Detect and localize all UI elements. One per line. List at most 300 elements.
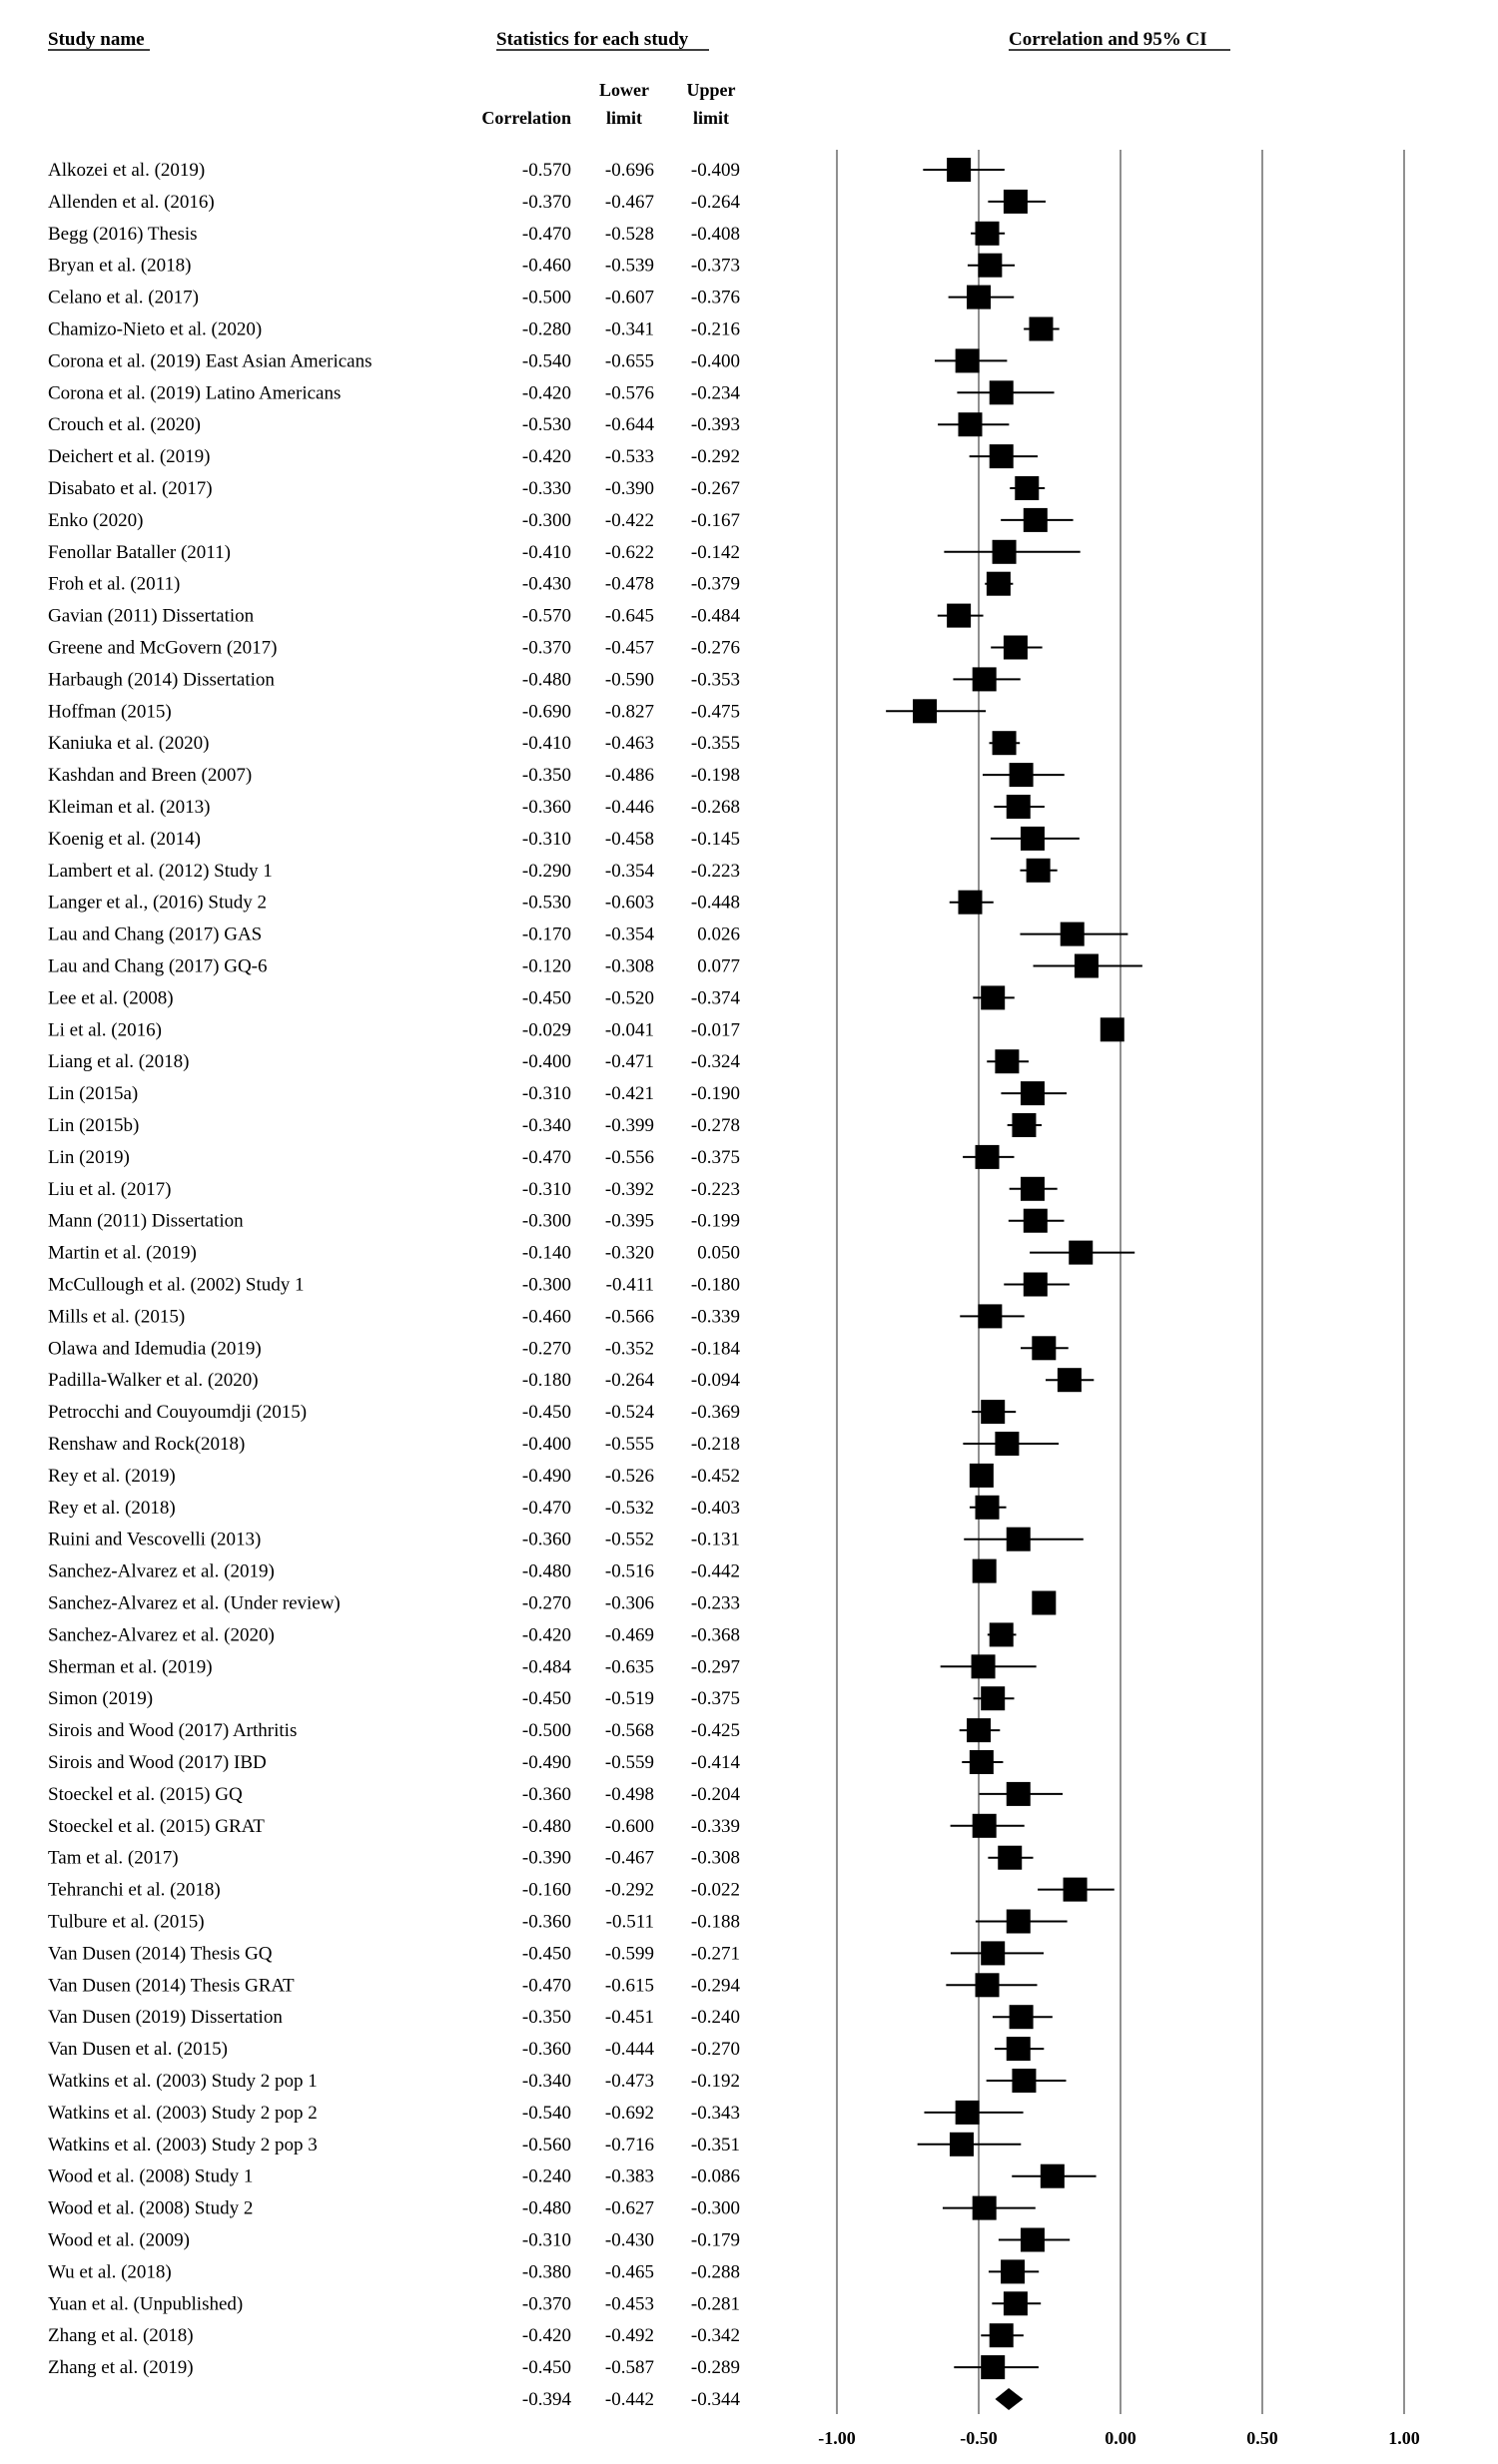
upper-limit-value: -0.351 <box>690 2134 740 2156</box>
lower-limit-value: -0.354 <box>604 924 654 945</box>
study-name-header: Study name <box>48 29 145 50</box>
study-name: Hoffman (2015) <box>48 701 172 723</box>
study-name: Van Dusen (2014) Thesis GRAT <box>48 1975 295 1997</box>
correlation-value: -0.450 <box>521 1943 571 1965</box>
study-name: Harbaugh (2014) Dissertation <box>48 669 275 691</box>
effect-marker <box>1041 2164 1065 2188</box>
correlation-value: -0.310 <box>521 2229 571 2251</box>
study-row-13 <box>48 572 1013 596</box>
upper-limit-value: -0.190 <box>690 1083 740 1105</box>
lower-limit-value: -0.422 <box>604 509 654 531</box>
upper-limit-value: -0.188 <box>690 1911 740 1933</box>
correlation-value: -0.330 <box>521 478 571 499</box>
upper-limit-value: -0.218 <box>690 1434 740 1455</box>
correlation-value: -0.350 <box>521 2007 571 2029</box>
correlation-value: -0.270 <box>521 1338 571 1360</box>
study-name: Van Dusen et al. (2015) <box>48 2039 228 2061</box>
study-row-7 <box>48 380 1055 404</box>
study-name: Froh et al. (2011) <box>48 573 181 595</box>
lower-limit-value: -0.430 <box>604 2229 654 2251</box>
study-name: Van Dusen (2014) Thesis GQ <box>48 1943 273 1965</box>
lower-limit-value: -0.395 <box>604 1210 654 1232</box>
lower-limit-value: -0.526 <box>604 1465 654 1487</box>
study-row-30 <box>48 1113 1042 1137</box>
upper-limit-value: -0.270 <box>690 2039 740 2061</box>
effect-marker <box>981 2355 1005 2379</box>
lower-limit-value: -0.528 <box>604 223 654 245</box>
x-tick-label: 1.00 <box>1388 2428 1420 2448</box>
upper-limit-value: -0.414 <box>690 1752 740 1773</box>
upper-limit-value: -0.409 <box>690 160 740 181</box>
study-name: Sanchez-Alvarez et al. (Under review) <box>48 1592 341 1614</box>
study-row-53 <box>48 1846 1034 1870</box>
effect-marker <box>1004 190 1028 214</box>
upper-limit-value: -0.297 <box>690 1656 740 1678</box>
correlation-value: -0.310 <box>521 1178 571 1200</box>
upper-limit-value: -0.267 <box>690 478 740 499</box>
summary-lower-limit: -0.442 <box>604 2389 654 2410</box>
correlation-value: -0.300 <box>521 1210 571 1232</box>
lower-limit-value: -0.511 <box>605 1911 654 1933</box>
correlation-value: -0.480 <box>521 669 571 691</box>
study-row-55 <box>48 1910 1068 1934</box>
study-row-47 <box>48 1654 1037 1678</box>
study-row-37 <box>48 1336 1069 1360</box>
study-row-11 <box>48 508 1074 532</box>
upper-limit-value: -0.199 <box>690 1210 740 1232</box>
correlation-value: -0.240 <box>521 2165 571 2187</box>
study-row-38 <box>48 1368 1094 1392</box>
study-name: Renshaw and Rock(2018) <box>48 1434 246 1455</box>
correlation-value: -0.360 <box>521 2039 571 2061</box>
effect-marker <box>1027 859 1051 883</box>
lower-limit-value: -0.559 <box>604 1752 654 1773</box>
study-name: McCullough et al. (2002) Study 1 <box>48 1274 305 1296</box>
lower-limit-value: -0.411 <box>605 1274 654 1296</box>
upper-limit-value: -0.180 <box>690 1274 740 1296</box>
study-row-63 <box>48 2164 1097 2188</box>
lower-limit-value: -0.615 <box>604 1975 654 1997</box>
upper-limit-value: -0.379 <box>690 573 740 595</box>
correlation-value: -0.370 <box>521 2293 571 2315</box>
lower-limit-value: -0.041 <box>604 1019 654 1041</box>
correlation-value: -0.480 <box>521 1560 571 1582</box>
correlation-value: -0.300 <box>521 509 571 531</box>
study-name: Kashdan and Breen (2007) <box>48 765 253 787</box>
correlation-value: -0.310 <box>521 1083 571 1105</box>
upper-limit-value: -0.240 <box>690 2007 740 2029</box>
study-row-14 <box>48 604 984 628</box>
correlation-value: -0.420 <box>521 382 571 404</box>
upper-limit-value: -0.308 <box>690 1847 740 1869</box>
correlation-value: -0.400 <box>521 1434 571 1455</box>
effect-marker <box>1069 1241 1093 1265</box>
correlation-value: -0.420 <box>521 2325 571 2347</box>
study-name: Sanchez-Alvarez et al. (2020) <box>48 1624 275 1646</box>
study-row-20 <box>48 795 1045 819</box>
study-row-4 <box>48 286 1014 309</box>
correlation-value: -0.120 <box>521 955 571 977</box>
effect-marker <box>976 1496 1000 1520</box>
upper-limit-value: -0.368 <box>690 1624 740 1646</box>
study-row-60 <box>48 2069 1066 2093</box>
x-tick-label: -0.50 <box>960 2428 998 2448</box>
study-name: Padilla-Walker et al. (2020) <box>48 1370 259 1392</box>
study-row-69 <box>48 2355 1039 2379</box>
correlation-value: -0.460 <box>521 1306 571 1328</box>
upper-limit-value: -0.167 <box>690 509 740 531</box>
lower-limit-value: -0.607 <box>604 287 654 308</box>
effect-marker <box>1007 1782 1031 1806</box>
correlation-value: -0.380 <box>521 2261 571 2283</box>
study-name: Corona et al. (2019) East Asian Americans <box>48 350 373 372</box>
study-name: Petrocchi and Couyoumdji (2015) <box>48 1402 308 1424</box>
study-name: Sirois and Wood (2017) IBD <box>48 1752 267 1773</box>
correlation-value: -0.360 <box>521 797 571 818</box>
correlation-value: -0.340 <box>521 1115 571 1136</box>
lower-limit-value: -0.399 <box>604 1115 654 1136</box>
effect-marker <box>978 1304 1002 1328</box>
study-row-10 <box>48 476 1045 500</box>
study-row-6 <box>48 348 1007 372</box>
correlation-value: -0.420 <box>521 446 571 468</box>
effect-marker <box>972 1654 996 1678</box>
upper-limit-value: -0.375 <box>690 1688 740 1710</box>
study-name: Lee et al. (2008) <box>48 987 174 1009</box>
correlation-value: -0.470 <box>521 223 571 245</box>
effect-marker <box>981 1400 1005 1424</box>
upper-limit-value: -0.131 <box>690 1529 740 1550</box>
summary-correlation: -0.394 <box>521 2389 571 2410</box>
study-name: Greene and McGovern (2017) <box>48 637 278 659</box>
effect-marker <box>990 380 1014 404</box>
correlation-value: -0.140 <box>521 1242 571 1264</box>
study-row-3 <box>48 254 1015 278</box>
upper-limit-value: -0.374 <box>690 987 740 1009</box>
lower-limit-value: -0.627 <box>604 2197 654 2219</box>
upper-limit-value: 0.026 <box>697 924 740 945</box>
study-row-43 <box>48 1528 1084 1551</box>
effect-marker <box>990 444 1014 468</box>
study-row-66 <box>48 2259 1039 2283</box>
correlation-value: -0.370 <box>521 637 571 659</box>
lower-limit-value: -0.264 <box>604 1370 654 1392</box>
effect-marker <box>976 1145 1000 1169</box>
correlation-value: -0.400 <box>521 1051 571 1073</box>
study-name: Begg (2016) Thesis <box>48 223 198 245</box>
lower-limit-value: -0.390 <box>604 478 654 499</box>
correlation-value: -0.490 <box>521 1752 571 1773</box>
study-name: Corona et al. (2019) Latino Americans <box>48 382 342 404</box>
study-row-40 <box>48 1432 1059 1456</box>
lower-limit-value: -0.498 <box>604 1783 654 1805</box>
effect-marker <box>947 158 971 182</box>
study-name: Yuan et al. (Unpublished) <box>48 2293 244 2315</box>
correlation-value: -0.410 <box>521 541 571 563</box>
upper-limit-value: -0.400 <box>690 350 740 372</box>
effect-marker <box>990 1622 1014 1646</box>
study-row-5 <box>48 317 1060 341</box>
upper-limit-value: -0.223 <box>690 860 740 882</box>
study-row-18 <box>48 731 1020 755</box>
correlation-value: -0.460 <box>521 255 571 277</box>
study-name: Rey et al. (2018) <box>48 1497 176 1519</box>
study-row-27 <box>48 1017 1124 1041</box>
effect-marker <box>993 540 1017 564</box>
effect-marker <box>1021 1081 1045 1105</box>
study-row-16 <box>48 667 1021 691</box>
effect-marker <box>1010 2005 1034 2029</box>
lower-limit-value: -0.486 <box>604 765 654 787</box>
effect-marker <box>993 731 1017 755</box>
upper-limit-value: -0.375 <box>690 1146 740 1168</box>
effect-marker <box>1024 508 1048 532</box>
effect-marker <box>973 667 997 691</box>
correlation-value: -0.350 <box>521 765 571 787</box>
study-name: Stoeckel et al. (2015) GRAT <box>48 1815 265 1837</box>
study-name: Deichert et al. (2019) <box>48 446 211 468</box>
lower-limit-value: -0.292 <box>604 1879 654 1901</box>
study-name: Lau and Chang (2017) GQ-6 <box>48 955 268 977</box>
correlation-value: -0.450 <box>521 1402 571 1424</box>
effect-marker <box>976 1973 1000 1997</box>
upper-limit-value: -0.408 <box>690 223 740 245</box>
upper-limit-value: -0.376 <box>690 287 740 308</box>
effect-marker <box>1032 1591 1056 1615</box>
correlation-value: -0.360 <box>521 1911 571 1933</box>
upper-limit-value: -0.198 <box>690 765 740 787</box>
study-name: Simon (2019) <box>48 1688 154 1710</box>
summary-row <box>522 2388 1023 2410</box>
study-row-58 <box>48 2005 1053 2029</box>
study-name: Kleiman et al. (2013) <box>48 797 211 818</box>
correlation-value: -0.484 <box>521 1656 571 1678</box>
correlation-value: -0.530 <box>521 414 571 436</box>
study-row-33 <box>48 1209 1064 1233</box>
effect-marker <box>987 572 1011 596</box>
upper-limit-value: -0.268 <box>690 797 740 818</box>
study-name: Tam et al. (2017) <box>48 1847 179 1869</box>
correlation-value: -0.450 <box>521 2357 571 2379</box>
upper-limit-value: -0.204 <box>690 1783 740 1805</box>
study-name: Lin (2015a) <box>48 1083 139 1105</box>
study-name: Chamizo-Nieto et al. (2020) <box>48 318 263 340</box>
study-row-26 <box>48 985 1015 1009</box>
correlation-value: -0.490 <box>521 1465 571 1487</box>
lower-limit-value: -0.383 <box>604 2165 654 2187</box>
effect-marker <box>1101 1017 1124 1041</box>
upper-limit-value: -0.216 <box>690 318 740 340</box>
effect-marker <box>1004 2291 1028 2315</box>
upper-limit-value: -0.234 <box>690 382 740 404</box>
effect-marker <box>956 348 980 372</box>
effect-marker <box>981 985 1005 1009</box>
lower-limit-value: -0.341 <box>604 318 654 340</box>
lower-limit-value: -0.533 <box>604 446 654 468</box>
study-row-54 <box>48 1878 1115 1902</box>
study-row-28 <box>48 1049 1029 1073</box>
effect-marker <box>1007 2037 1031 2061</box>
upper-limit-value: -0.264 <box>690 191 740 213</box>
lower-limit-value: -0.471 <box>604 1051 654 1073</box>
summary-upper-limit: -0.344 <box>690 2389 740 2410</box>
correlation-value: -0.480 <box>521 1815 571 1837</box>
upper-limit-value: -0.448 <box>690 892 740 914</box>
study-name: Martin et al. (2019) <box>48 1242 197 1264</box>
effect-marker <box>958 891 982 915</box>
lower-limit-value: -0.600 <box>604 1815 654 1837</box>
study-row-1 <box>48 190 1046 214</box>
upper-limit-value: -0.292 <box>690 446 740 468</box>
upper-limit-value: -0.281 <box>690 2293 740 2315</box>
upper-limit-value: -0.276 <box>690 637 740 659</box>
correlation-value: -0.160 <box>521 1879 571 1901</box>
study-name: Tulbure et al. (2015) <box>48 1911 205 1933</box>
study-name: Lin (2019) <box>48 1146 130 1168</box>
study-name: Alkozei et al. (2019) <box>48 160 206 181</box>
lower-limit-value: -0.568 <box>604 1720 654 1742</box>
lower-limit-value: -0.308 <box>604 955 654 977</box>
upper-limit-value: -0.086 <box>690 2165 740 2187</box>
study-name: Li et al. (2016) <box>48 1019 162 1041</box>
lower-header-line2: limit <box>606 108 642 128</box>
upper-limit-value: -0.452 <box>690 1465 740 1487</box>
study-row-17 <box>48 699 986 723</box>
upper-limit-value: -0.145 <box>690 828 740 850</box>
correlation-value: -0.029 <box>521 1019 571 1041</box>
study-row-68 <box>48 2323 1024 2347</box>
lower-limit-value: -0.692 <box>604 2102 654 2124</box>
study-name: Olawa and Idemudia (2019) <box>48 1338 262 1360</box>
study-name: Rey et al. (2019) <box>48 1465 176 1487</box>
study-row-21 <box>48 827 1080 851</box>
effect-marker <box>981 1686 1005 1710</box>
study-name: Tehranchi et al. (2018) <box>48 1879 221 1901</box>
lower-limit-value: -0.520 <box>604 987 654 1009</box>
upper-limit-value: -0.339 <box>690 1306 740 1328</box>
effect-marker <box>947 604 971 628</box>
study-name: Watkins et al. (2003) Study 2 pop 3 <box>48 2134 318 2156</box>
lower-limit-value: -0.655 <box>604 350 654 372</box>
study-row-41 <box>48 1464 994 1488</box>
correlation-value: -0.570 <box>521 160 571 181</box>
lower-limit-value: -0.478 <box>604 573 654 595</box>
effect-marker <box>913 699 937 723</box>
effect-marker <box>1021 827 1045 851</box>
effect-marker <box>995 1432 1019 1456</box>
correlation-value: -0.370 <box>521 191 571 213</box>
lower-limit-value: -0.696 <box>604 160 654 181</box>
study-row-52 <box>48 1814 1025 1838</box>
effect-marker <box>1029 317 1053 341</box>
study-row-57 <box>48 1973 1038 1997</box>
upper-limit-value: -0.369 <box>690 1402 740 1424</box>
upper-limit-value: -0.442 <box>690 1560 740 1582</box>
effect-marker <box>1004 636 1028 660</box>
study-name: Gavian (2011) Dissertation <box>48 605 255 627</box>
study-name: Stoeckel et al. (2015) GQ <box>48 1783 243 1805</box>
upper-limit-value: -0.342 <box>690 2325 740 2347</box>
study-name: Mann (2011) Dissertation <box>48 1210 244 1232</box>
lower-limit-value: -0.635 <box>604 1656 654 1678</box>
study-name: Mills et al. (2015) <box>48 1306 186 1328</box>
study-row-19 <box>48 763 1065 787</box>
correlation-value: -0.360 <box>521 1529 571 1550</box>
x-tick-label: 0.50 <box>1246 2428 1278 2448</box>
lower-limit-value: -0.469 <box>604 1624 654 1646</box>
correlation-value: -0.170 <box>521 924 571 945</box>
lower-limit-value: -0.622 <box>604 541 654 563</box>
study-row-22 <box>48 859 1058 883</box>
study-name: Watkins et al. (2003) Study 2 pop 1 <box>48 2071 318 2092</box>
study-row-12 <box>48 540 1081 564</box>
lower-limit-value: -0.467 <box>604 191 654 213</box>
header-group <box>48 29 1230 128</box>
summary-diamond <box>995 2388 1023 2410</box>
upper-limit-value: -0.278 <box>690 1115 740 1136</box>
correlation-value: -0.470 <box>521 1497 571 1519</box>
effect-marker <box>1032 1336 1056 1360</box>
study-name: Sanchez-Alvarez et al. (2019) <box>48 1560 275 1582</box>
effect-marker <box>981 1941 1005 1965</box>
study-row-31 <box>48 1145 1015 1169</box>
upper-limit-value: -0.324 <box>690 1051 740 1073</box>
lower-limit-value: -0.519 <box>604 1688 654 1710</box>
effect-marker <box>1058 1368 1082 1392</box>
correlation-value: -0.310 <box>521 828 571 850</box>
effect-marker <box>1015 476 1039 500</box>
lower-limit-value: -0.458 <box>604 828 654 850</box>
effect-marker <box>1075 954 1099 978</box>
effect-marker <box>1001 2259 1025 2283</box>
study-row-65 <box>48 2228 1070 2252</box>
study-name: Celano et al. (2017) <box>48 287 199 308</box>
upper-limit-value: -0.271 <box>690 1943 740 1965</box>
lower-limit-value: -0.392 <box>604 1178 654 1200</box>
effect-marker <box>1007 1910 1031 1934</box>
effect-marker <box>1021 2228 1045 2252</box>
study-row-59 <box>48 2037 1044 2061</box>
lower-header-line1: Lower <box>599 80 649 100</box>
study-name: Ruini and Vescovelli (2013) <box>48 1529 262 1550</box>
upper-limit-value: -0.179 <box>690 2229 740 2251</box>
study-name: Sirois and Wood (2017) Arthritis <box>48 1720 298 1742</box>
lower-limit-value: -0.716 <box>604 2134 654 2156</box>
correlation-header: Correlation <box>481 108 571 128</box>
lower-limit-value: -0.465 <box>604 2261 654 2283</box>
study-row-49 <box>48 1718 1000 1742</box>
grid-lines <box>837 150 1404 2414</box>
study-name: Kaniuka et al. (2020) <box>48 733 210 755</box>
upper-limit-value: -0.094 <box>690 1370 740 1392</box>
study-name: Lau and Chang (2017) GAS <box>48 924 263 945</box>
correlation-value: -0.280 <box>521 318 571 340</box>
effect-marker <box>990 2323 1014 2347</box>
lower-limit-value: -0.451 <box>604 2007 654 2029</box>
stats-header: Statistics for each study <box>496 29 689 50</box>
effect-marker <box>1007 795 1031 819</box>
study-name: Lambert et al. (2012) Study 1 <box>48 860 273 882</box>
lower-limit-value: -0.453 <box>604 2293 654 2315</box>
correlation-value: -0.390 <box>521 1847 571 1869</box>
lower-limit-value: -0.552 <box>604 1529 654 1550</box>
study-row-15 <box>48 636 1043 660</box>
correlation-value: -0.420 <box>521 1624 571 1646</box>
upper-header-line2: limit <box>693 108 729 128</box>
lower-limit-value: -0.566 <box>604 1306 654 1328</box>
study-row-36 <box>48 1304 1025 1328</box>
effect-marker <box>967 286 991 309</box>
